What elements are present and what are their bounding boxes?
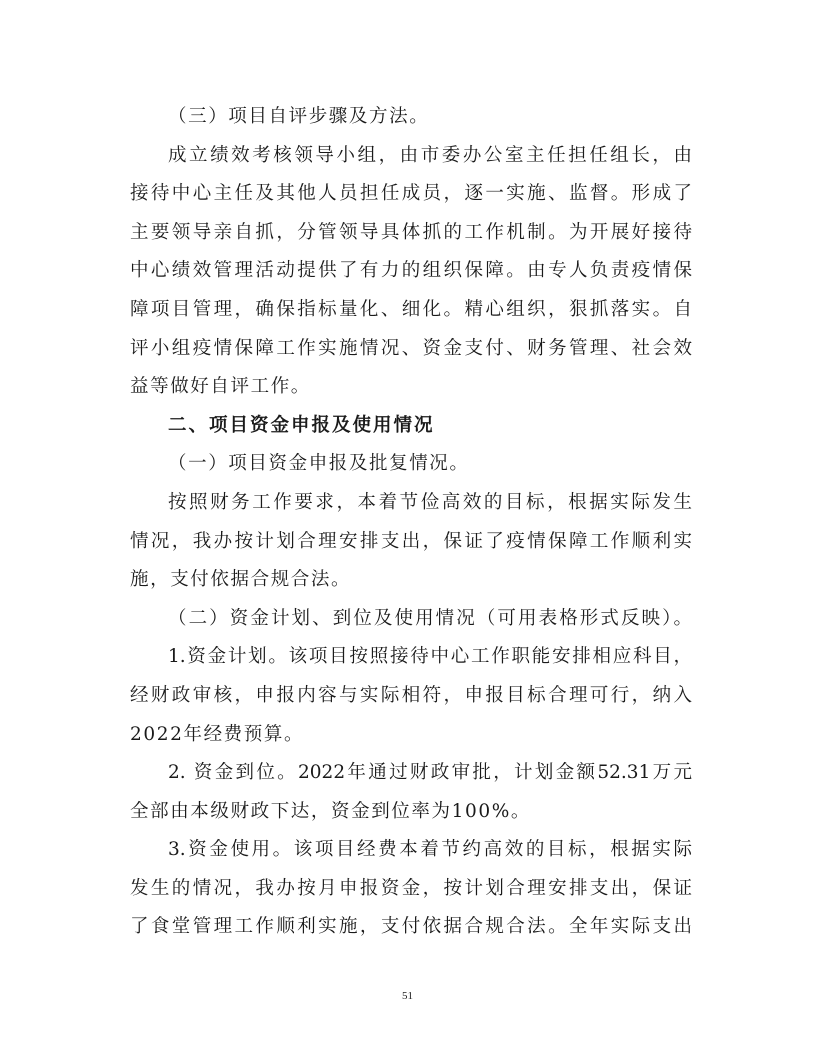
- subsection-heading: （三）项目自评步骤及方法。: [168, 106, 430, 127]
- subsection-heading: （二）资金计划、到位及使用情况（可用表格形式反映）。: [168, 607, 692, 629]
- paragraph-line: 1.资金计划。该项目按照接待中心工作职能安排相应科目，: [168, 646, 692, 668]
- paragraph-line: 2. 资金到位。2022年通过财政审批，计划金额52.31万元: [168, 762, 692, 784]
- paragraph-line: 主要领导亲自抓，分管领导具体抓的工作机制。为开展好接待: [130, 221, 692, 243]
- paragraph-line: 经财政审核，申报内容与实际相符，申报目标合理可行，纳入: [130, 684, 692, 706]
- paragraph-line: 评小组疫情保障工作实施情况、资金支付、财务管理、社会效: [130, 337, 692, 359]
- paragraph-line: 3.资金使用。该项目经费本着节约高效的目标，根据实际: [168, 839, 692, 861]
- document-body: [130, 98, 692, 947]
- section-heading: 二、项目资金申报及使用情况: [168, 414, 435, 436]
- subsection-heading: （一）项目资金申报及批复情况。: [168, 453, 470, 475]
- paragraph-line: 发生的情况，我办按月申报资金，按计划合理安排支出，保证: [130, 877, 692, 899]
- paragraph-line: 中心绩效管理活动提供了有力的组织保障。由专人负责疫情保: [130, 260, 692, 282]
- page-number: 51: [402, 990, 413, 1002]
- paragraph-line: 情况，我办按计划合理安排支出，保证了疫情保障工作顺利实: [130, 530, 692, 552]
- paragraph-line: 了食堂管理工作顺利实施，支付依据合规合法。全年实际支出: [130, 916, 692, 938]
- paragraph-line: 成立绩效考核领导小组，由市委办公室主任担任组长，由: [168, 144, 692, 166]
- paragraph-line: 全部由本级财政下达，资金到位率为100%。: [130, 800, 531, 822]
- paragraph-line: 施，支付依据合规合法。: [130, 569, 352, 591]
- paragraph-line: 接待中心主任及其他人员担任成员，逐一实施、监督。形成了: [130, 183, 692, 205]
- paragraph-line: 障项目管理，确保指标量化、细化。精心组织，狠抓落实。自: [130, 298, 692, 320]
- paragraph-line: 益等做好自评工作。: [130, 376, 311, 398]
- paragraph-line: 按照财务工作要求，本着节俭高效的目标，根据实际发生: [168, 491, 692, 513]
- paragraph-line: 2022年经费预算。: [130, 723, 305, 745]
